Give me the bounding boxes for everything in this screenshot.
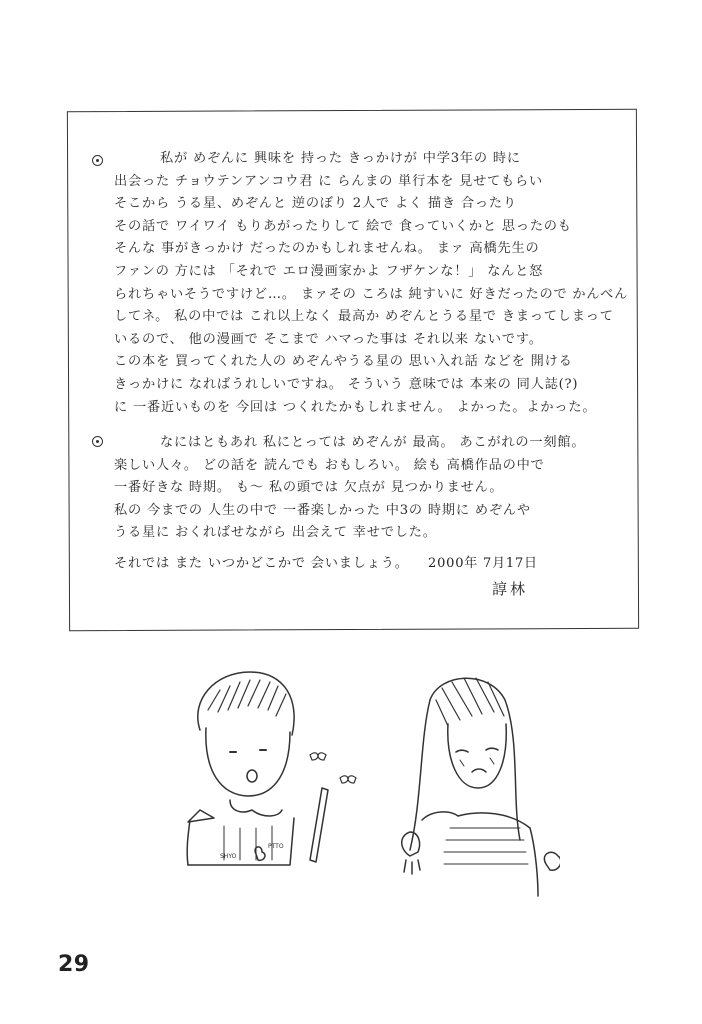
note-line: 出会った チョウテンアンコウ君 に らんまの 単行本を 見せてもらい [114,173,544,189]
note-line: きっかけに なればうれしいですね。 そういう 意味では 本来の 同人誌(?) [114,376,579,392]
note-line: 一番好きな 時期。 も〜 私の頭では 欠点が 見つかりません。 [114,480,504,496]
note-line: そこから うる星、めぞんと 逆のぼり 2人で よく 描き 合ったり [114,196,517,212]
page-number: 29 [58,952,90,977]
note-line: られちゃいそうですけど…。 まァその ころは 純すいに 好きだったので かんべん [114,286,629,302]
note-line: 私の 今までの 人生の中で 一番楽しかった 中3の 時期に めぞんや [114,502,531,518]
bullet-marker-icon [92,436,103,447]
date-text: 2000年 7月17日 [428,556,538,571]
note-line: に 一番近いものを 今回は つくれたかもしれません。 よかった。よかった。 [114,399,597,415]
note-line: うる星に おくればせながら 出会えて 幸せでした。 [114,525,437,541]
note-line: してネ。 私の中では これ以上なく 最高か めぞんとうる星で きまってしまって [114,309,614,325]
character-sketch-illustration [160,660,560,900]
bullet-marker-icon [92,155,103,166]
author-signature: 諄林 [492,580,529,598]
right-character-sketch [402,678,560,896]
svg-text:PTTO: PTTO [268,843,284,850]
left-character-sketch [187,672,356,865]
note-paragraph-2 [114,432,624,545]
note-line: その話で ワイワイ もりあがったりして 絵で 食っていくかと 思ったのも [114,218,572,234]
note-line: 私が めぞんに 興味を 持った きっかけが 中学3年の 時に [160,151,521,166]
note-line: そんな 事がきっかけ だったのかもしれませんね。 まァ 高橋先生の [114,241,540,257]
note-line: ファンの 方には 「それで エロ漫画家かよ フザケンな！」 なんと怒 [114,263,544,279]
note-line: この本を 買ってくれた人の めぞんやうる星の 思い入れ話 などを 開ける [114,354,573,370]
note-line: 楽しい人々。 どの話を 読んでも おもしろい。 絵も 高橋作品の中で [114,457,545,473]
closing-line: それでは また いつかどこかで 会いましょう。 [114,556,409,571]
note-line: なにはともあれ 私にとっては めぞんが 最高。 あこがれの一刻館。 [160,435,586,450]
note-line: いるので、 他の漫画で そこまで ハマった事は それ以来 ないです。 [114,331,543,347]
note-paragraph-1 [114,148,629,419]
svg-text:SHYO: SHYO [220,853,237,860]
